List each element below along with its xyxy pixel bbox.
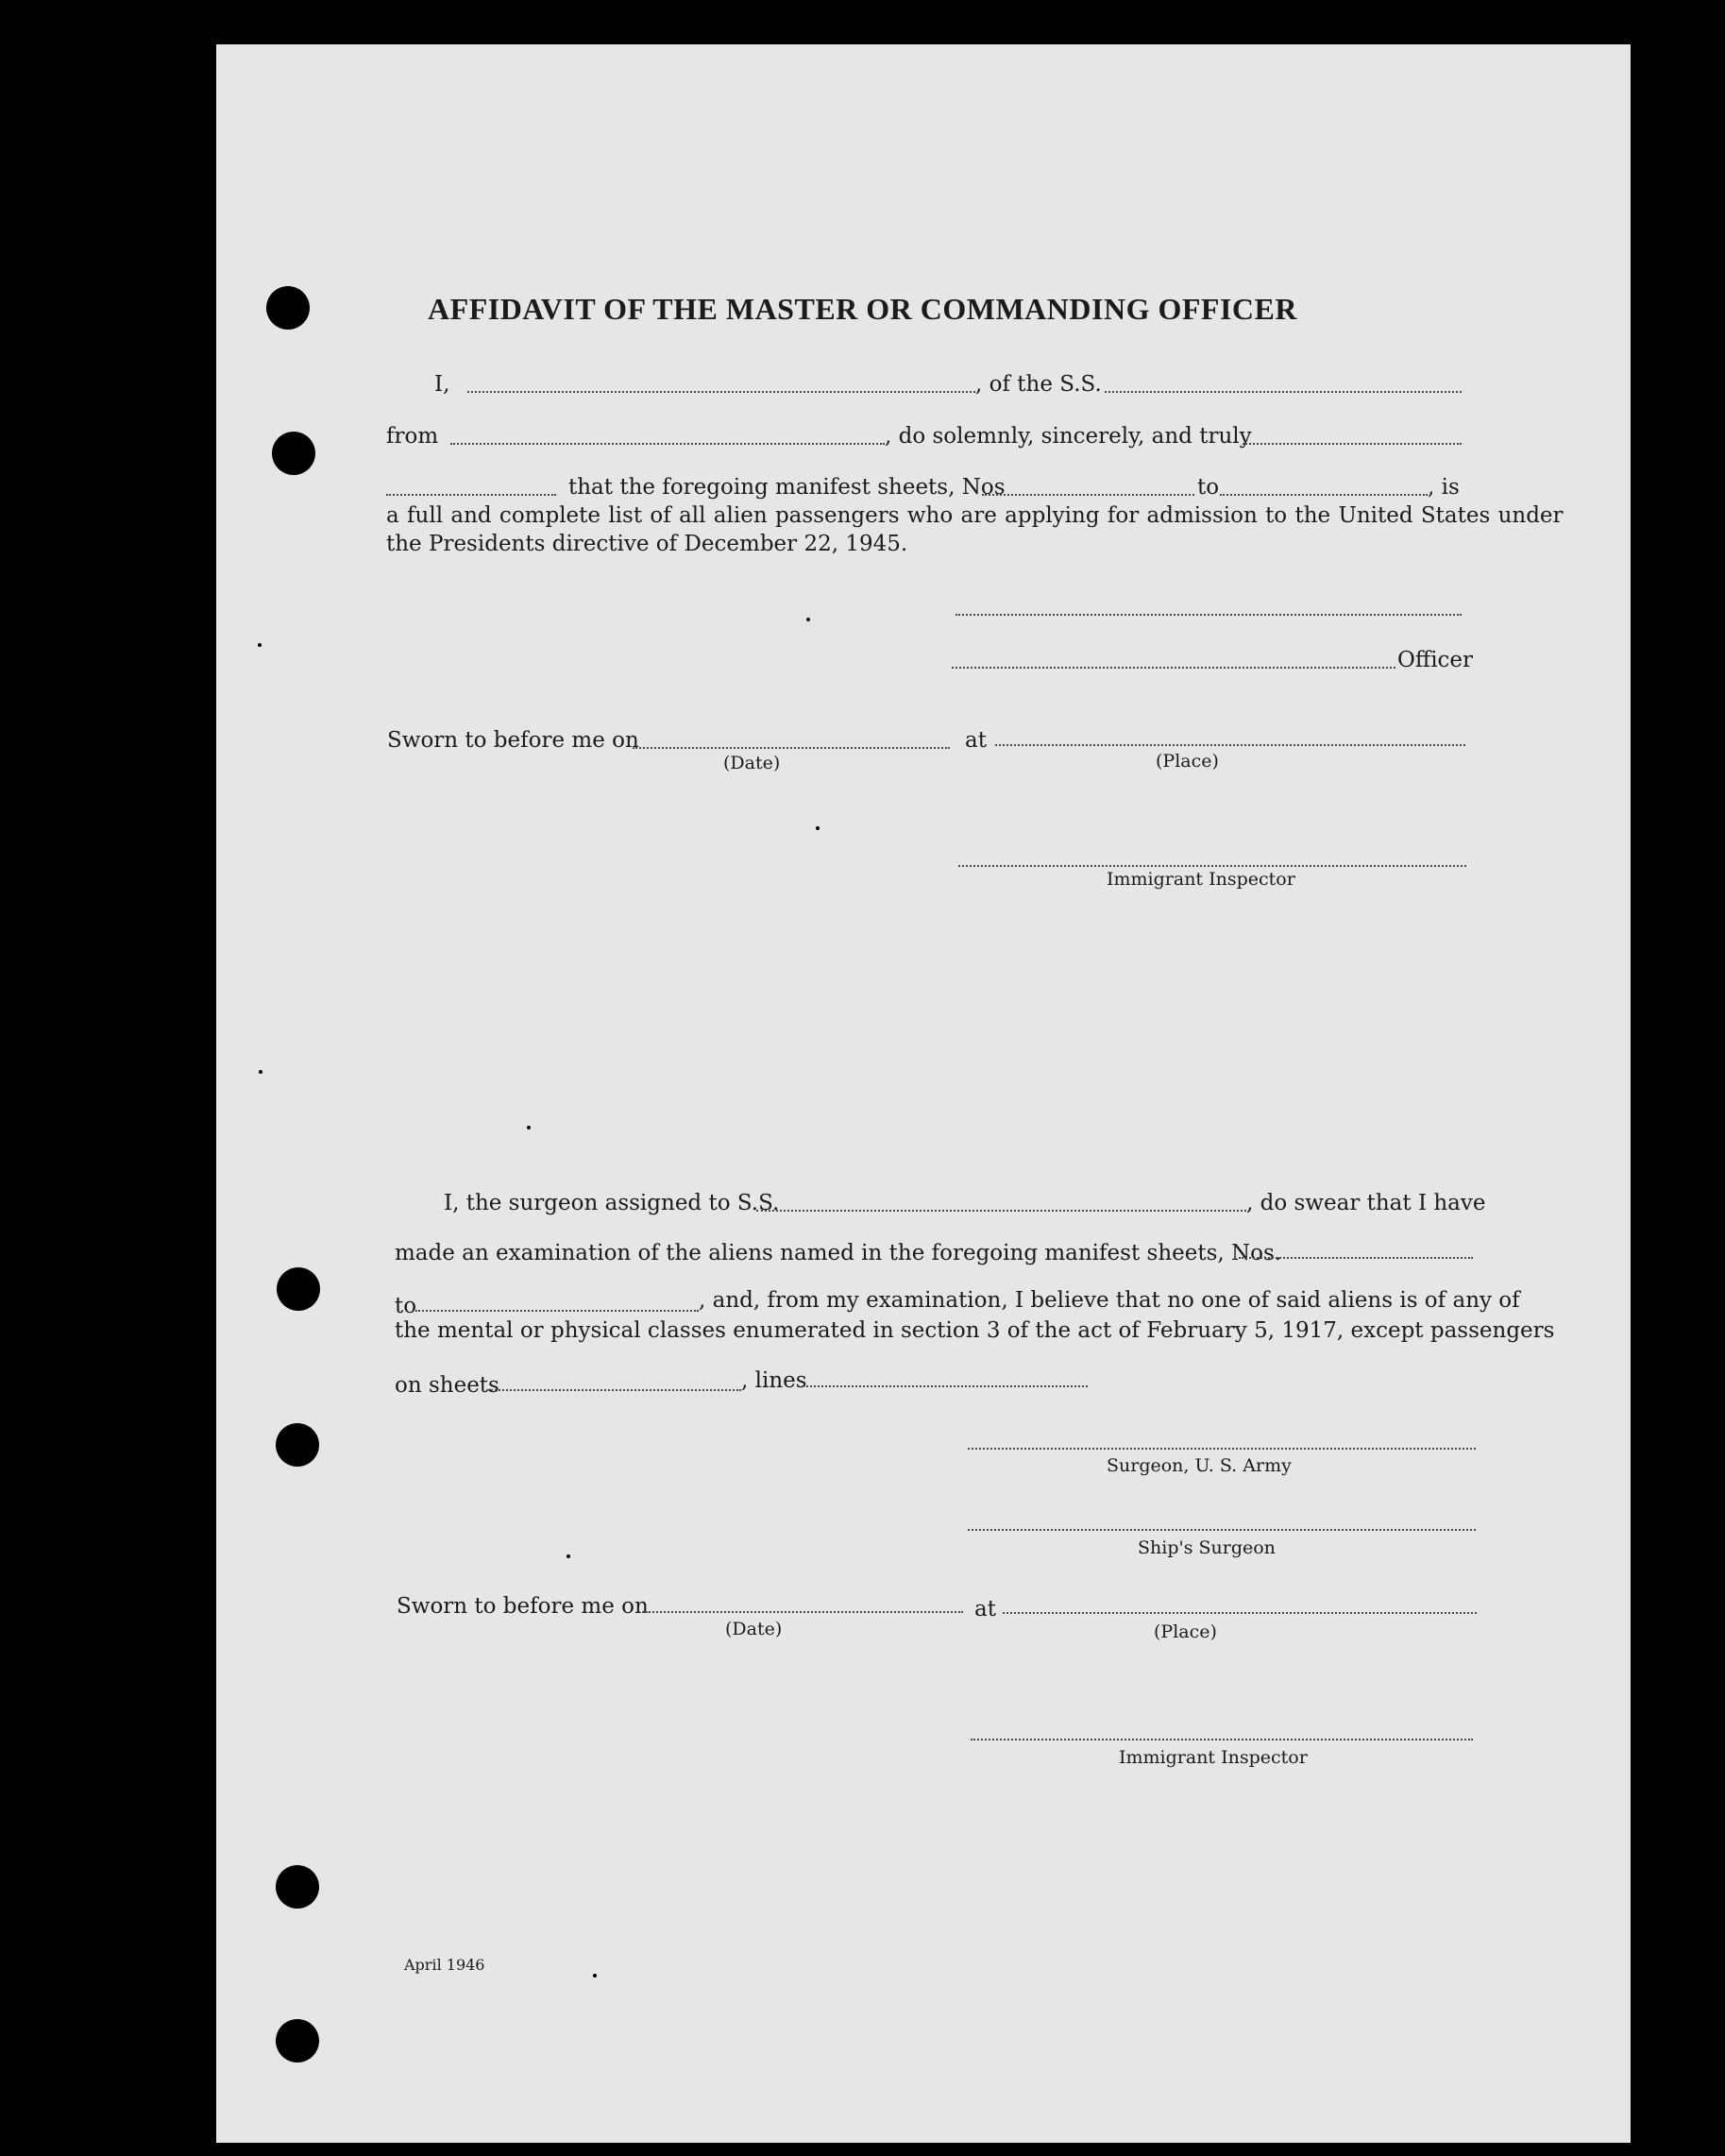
surgeon-sworn-label: Sworn to before me on: [397, 1594, 649, 1619]
punch-hole: [276, 2019, 319, 2063]
master-inspector-caption: Immigrant Inspector: [1107, 869, 1295, 890]
surgeon-at-label: at: [974, 1597, 996, 1621]
manifest-from-field[interactable]: [982, 494, 1194, 496]
surgeon-lines-field[interactable]: [802, 1385, 1088, 1387]
master-sworn-label: Sworn to before me on: [387, 728, 639, 753]
page-title: AFFIDAVIT OF THE MASTER OR COMMANDING OFFICER: [428, 292, 1297, 326]
ship-name-field[interactable]: [1105, 391, 1462, 393]
surgeon-date-caption: (Date): [725, 1619, 783, 1639]
army-surgeon-caption: Surgeon, U. S. Army: [1107, 1455, 1292, 1476]
master-place-caption: (Place): [1156, 751, 1219, 772]
officer-signature-line-2[interactable]: [952, 667, 1395, 669]
surgeon-inspector-signature-field[interactable]: [971, 1739, 1473, 1740]
oath-type-field[interactable]: [1243, 443, 1462, 445]
surgeon-place-caption: (Place): [1154, 1621, 1217, 1642]
surgeon-line5-lines: , lines: [741, 1368, 807, 1393]
master-line3-that: that the foregoing manifest sheets, Nos: [568, 475, 1006, 500]
master-line3-to: to: [1197, 475, 1220, 500]
master-line2-solemnly: , do solemnly, sincerely, and truly: [885, 424, 1252, 449]
speck: [593, 1974, 597, 1978]
master-at-label: at: [965, 728, 987, 753]
surgeon-manifest-to-field[interactable]: [415, 1310, 699, 1312]
punch-hole: [276, 1865, 319, 1909]
punch-hole: [272, 432, 315, 475]
speck: [259, 1070, 262, 1074]
speck: [816, 826, 820, 830]
speck: [567, 1554, 570, 1558]
master-line2-from: from: [386, 424, 439, 449]
surgeon-line4: the mental or physical classes enumerated in section 3 of the act of February 5, 1917, except passengers: [395, 1318, 1555, 1343]
surgeon-line3-to: to: [395, 1294, 417, 1318]
master-line1-of-ss: , of the S.S.: [975, 372, 1102, 397]
master-line5: the Presidents directive of December 22, 1945.: [386, 532, 908, 556]
surgeon-sheets-field[interactable]: [488, 1389, 741, 1391]
surgeon-sworn-place-field[interactable]: [1003, 1612, 1477, 1614]
master-inspector-signature-field[interactable]: [958, 865, 1466, 867]
port-from-field[interactable]: [450, 443, 885, 445]
punch-hole: [277, 1267, 320, 1311]
form-page: [216, 44, 1631, 2143]
officer-signature-line-1[interactable]: [956, 614, 1462, 616]
manifest-to-field[interactable]: [1220, 494, 1428, 496]
surgeon-sworn-date-field[interactable]: [642, 1611, 963, 1613]
master-sworn-place-field[interactable]: [995, 744, 1465, 746]
surgeon-ship-field[interactable]: [756, 1210, 1246, 1212]
surgeon-line2: made an examination of the aliens named in the foregoing manifest sheets, Nos.: [395, 1241, 1282, 1265]
speck: [806, 618, 810, 621]
form-date: April 1946: [404, 1956, 485, 1974]
army-surgeon-signature-field[interactable]: [968, 1448, 1476, 1450]
surgeon-line1-end: , do swear that I have: [1246, 1191, 1486, 1215]
master-name-field[interactable]: [467, 391, 975, 393]
surgeon-line1-start: I, the surgeon assigned to S.S.: [444, 1191, 780, 1215]
ship-surgeon-signature-field[interactable]: [968, 1529, 1476, 1531]
ship-surgeon-caption: Ship's Surgeon: [1138, 1537, 1276, 1558]
punch-hole: [276, 1423, 319, 1467]
master-line1-i: I,: [434, 372, 450, 397]
master-sworn-date-field[interactable]: [633, 747, 950, 749]
officer-label: Officer: [1397, 648, 1474, 672]
speck: [527, 1126, 531, 1129]
speck: [258, 643, 262, 647]
oath-type-continued-field[interactable]: [386, 494, 556, 496]
master-line3-is: , is: [1428, 475, 1460, 500]
surgeon-manifest-from-field[interactable]: [1239, 1257, 1473, 1259]
master-line4: a full and complete list of all alien passengers who are applying for admission to the United States under: [386, 503, 1564, 528]
surgeon-line3-rest: , and, from my examination, I believe that no one of said aliens is of any of: [699, 1288, 1520, 1313]
master-date-caption: (Date): [723, 753, 781, 773]
surgeon-inspector-caption: Immigrant Inspector: [1119, 1747, 1308, 1768]
surgeon-line5-sheets: on sheets: [395, 1373, 499, 1398]
